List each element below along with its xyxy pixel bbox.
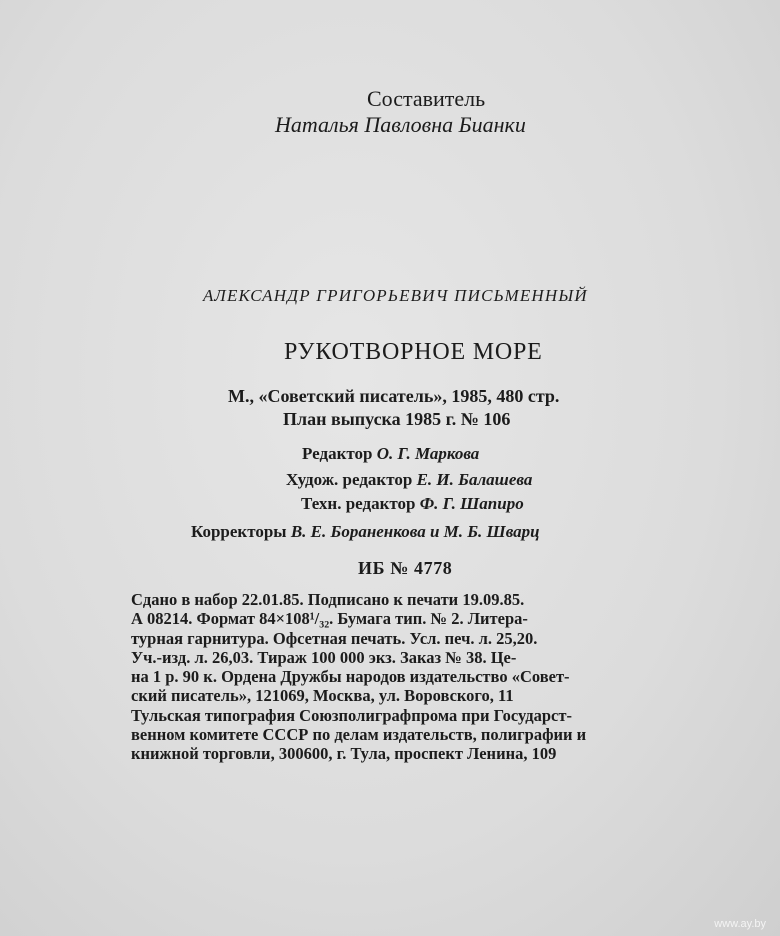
imprint-line: Тульская типография Союзполиграфпрома при Государст- xyxy=(131,705,572,725)
staff-art-editor xyxy=(286,470,532,490)
compiler-label: Составитель xyxy=(367,86,486,111)
ib-number: ИБ № 4778 xyxy=(358,558,453,578)
imprint-line: Сдано в набор 22.01.85. Подписано к печати 19.09.85. xyxy=(131,590,525,609)
staff-name: В. Е. Бораненкова и М. Б. Шварц xyxy=(290,522,540,541)
staff-name: Ф. Г. Шапиро xyxy=(419,494,524,513)
staff-editor xyxy=(302,444,479,464)
imprint-block xyxy=(131,590,691,764)
book-title: РУКОТВОРНОЕ МОРЕ xyxy=(284,339,543,365)
compiler-name: Наталья Павловна Бианки xyxy=(275,112,526,137)
publication-line-2: План выпуска 1985 г. № 106 xyxy=(283,409,511,429)
staff-role: Корректоры xyxy=(191,522,287,541)
staff-name: О. Г. Маркова xyxy=(376,444,480,463)
staff-role: Худож. редактор xyxy=(286,470,413,489)
imprint-line: ский писатель», 121069, Москва, ул. Воровского, 11 xyxy=(131,686,514,706)
staff-proofreaders xyxy=(191,522,540,542)
staff-role: Редактор xyxy=(302,444,373,463)
imprint-line: турная гарнитура. Офсетная печать. Усл. печ. л. 25,20. xyxy=(131,628,538,648)
staff-name: Е. И. Балашева xyxy=(416,470,533,489)
imprint-line: венном комитете СССР по делам издательств, полиграфии и xyxy=(131,725,587,745)
imprint-line: книжной торговли, 300600, г. Тула, проспект Ленина, 109 xyxy=(131,744,557,764)
staff-tech-editor xyxy=(301,494,524,514)
staff-role: Техн. редактор xyxy=(301,494,416,513)
imprint-line: А 08214. Формат 84×108¹/₃₂. Бумага тип. № 2. Литера- xyxy=(131,609,528,629)
imprint-line: на 1 р. 90 к. Ордена Дружбы народов издательство «Совет- xyxy=(131,667,570,687)
watermark: www.ay.by xyxy=(714,918,766,930)
publication-line-1: М., «Советский писатель», 1985, 480 стр. xyxy=(228,386,560,406)
imprint-line: Уч.-изд. л. 26,03. Тираж 100 000 экз. Заказ № 38. Це- xyxy=(131,647,517,667)
author-name: АЛЕКСАНДР ГРИГОРЬЕВИЧ ПИСЬМЕННЫЙ xyxy=(203,286,588,305)
